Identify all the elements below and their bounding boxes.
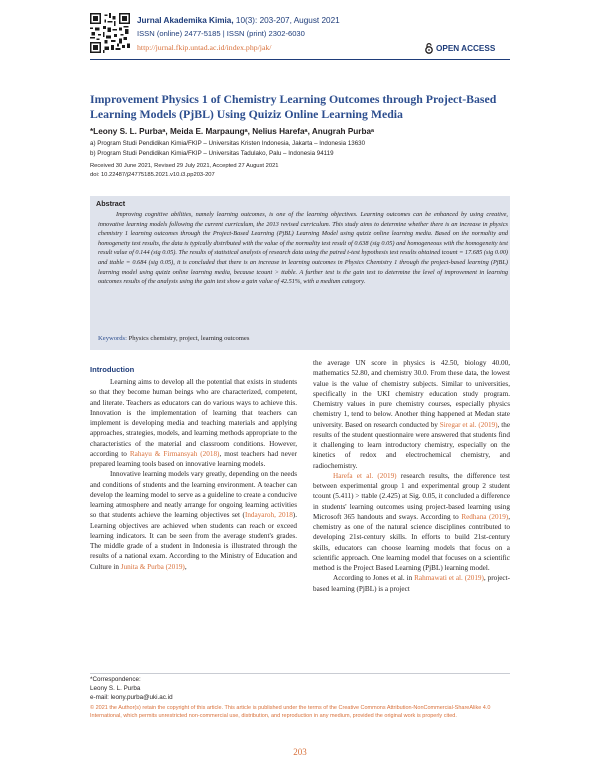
abstract-text: Improving cognitive abilities, namely learning outcomes, is one of the learning objectives. Learning outcomes can be enhanced by using creative, innovative learning models following the current curriculum, the 2013 revised curriculum. This study aims to determine whether there is an increase in physics chemistry 1 learning outcomes through the Project-Based Learning (PjBL) Learning Model using quiziz online learning media. Based on the normality and homogeneity test results, the data is typically distributed with the value of the normality test result of 0.638 (sig 0.05) and homogeneous with the homogeneity test result value of 0.144 (sig 0.05). The results of statistical analysis of research data using the paired t-test hypothesis test results obtained tcount = 17.685 (sig 0.00) and ttable = 0.684 (sig 0.05), it is concluded that there is an increase in learning outcomes in Physics Chemistry 1 through the project-based learning (PjBL) learning model using quiziz online learning media, because tcount > ttable. A further test is the gain test to determine the level of improvement in learning outcomes results of the analysis using the gain test show a gain value of 42.51%, with a medium category. [98, 211, 508, 286]
introduction-heading: Introduction [90, 365, 135, 374]
citation-link[interactable]: Indayaroh, 2018 [244, 511, 293, 520]
article-dates: Received 30 June 2021, Revised 29 July 2021, Accepted 27 August 2021 [90, 163, 279, 169]
paragraph-text: , project-based learning (PjBL) is a project [313, 574, 510, 593]
page-number: 203 [293, 747, 307, 757]
citation-link[interactable]: Rahmawati et al. (2019) [414, 574, 484, 583]
journal-name: Jurnal Akademika Kimia, [137, 16, 234, 25]
paragraph [90, 469, 297, 572]
paragraph [313, 471, 510, 574]
author-list: *Leony S. L. Purbaᵃ, Meida E. Marpaungᵃ, Nelius Harefaᵃ, Anugrah Purbaᵃ [90, 127, 375, 136]
correspondence-name: Leony S. L. Purba [90, 685, 141, 692]
keywords-line [98, 335, 249, 342]
header-divider [90, 59, 510, 60]
paragraph-text: , chemistry as one of the natural science disciplines contributed to developing 21st-century skills. In efforts to build 21st-century skills, educators can choose learning models that focus on a scientific approach. One learning model that focuses on a scientific method is the Project Based Learning (PjBL) learning model. [313, 512, 510, 572]
article-title: Improvement Physics 1 of Chemistry Learning Outcomes through Project-Based Learning Models (PjBL) Using Quiziz Online Learning Media [90, 92, 497, 121]
issn-line: ISSN (online) 2477-5185 | ISSN (print) 2302-6030 [137, 29, 305, 38]
correspondence-email[interactable]: e-mail: leony.purba@uki.ac.id [90, 694, 173, 701]
citation-link[interactable]: Siregar et al. (2019) [439, 420, 498, 429]
open-access-badge [425, 43, 495, 54]
paragraph-text: According to Jones et al. in [333, 574, 415, 583]
affiliation-a: a) Program Studi Pendidikan Kimia/FKIP – Universitas Kristen Indonesia, Jakarta – Indonesia 13630 [90, 140, 366, 147]
paragraph [313, 573, 510, 594]
paragraph-text: , most teachers had never prepared learning tools based on innovative learning models. [90, 449, 297, 468]
abstract-heading: Abstract [96, 199, 126, 208]
open-access-label: OPEN ACCESS [436, 44, 496, 53]
paragraph [313, 358, 510, 471]
qr-code [90, 13, 130, 53]
body-column-right [313, 358, 510, 594]
license-notice: © 2021 the Author(s) retain the copyright of this article. This article is published under the terms of the Creative Commons Attribution-NonCommercial-ShareAlike 4.0 International, which permits unrestricted non-commercial use, distribution, and reproduction in any medium, provided the original work is properly cited. [90, 705, 491, 720]
body-column-left [90, 377, 297, 572]
paragraph-text: , [184, 562, 187, 571]
open-access-lock-icon [425, 43, 433, 54]
paragraph-text: , the results of the student questionnaire were answered that students find it challenging to learn introductory chemistry, especially on the kinetics of redox and electrochemical chemistry, and radiochemistry. [313, 420, 511, 470]
paragraph [90, 377, 297, 469]
paragraph-text: Innovative learning models vary greatly, depending on the needs and conditions of students and the learning environment. A teacher can develop the learning model to serve as a guideline to create a conducive learning atmosphere and neatly arrange for ongoing learning activities so that students achieve the learning objectives set ( [90, 470, 297, 520]
correspondence-label: *Correspondence: [90, 676, 141, 683]
keywords-label: Keywords: [98, 335, 127, 342]
article-doi-link[interactable]: doi: 10.22487/j24775185.2021.v10.i3.pp203-207 [90, 172, 215, 178]
paragraph-text: the average UN score in physics is 42.50, biology 40.00, mathematics 52.80, and chemistry 30.0. From these data, the lowest value is the value of chemistry subjects. Similar to universities, specifically in the UKI chemistry education study program. Chemistry values in pure chemistry courses, especially physics chemistry 1, tend to below. Another thing happened at Medan state university. Based on research conducted by [313, 359, 510, 429]
paragraph-text: Learning aims to develop all the potential that exists in students so that they become human beings who are characterized, competent, and literate. Teachers as educators can do various ways to achieve this. Innovation is the implementation of learning that teachers can implement is developing media and teaching materials and applying approaches, strategies, models, and learning methods appropriate to the characteristics of the material and classroom conditions. However, according to [90, 378, 297, 458]
paragraph-text: ). Learning objectives are achieved when students can reach or exceed learning indicators. It can be seen from the average student's grades. The middle grade of a student in Indonesia is illustrated through the results of a national exam. According to the Ministry of Education and Culture in [90, 511, 297, 571]
affiliation-b: b) Program Studi Pendidikan Kimia/FKIP – Universitas Tadulako, Palu – Indonesia 94119 [90, 150, 334, 157]
journal-url-link[interactable]: http://jurnal.fkip.untad.ac.id/index.php/jak/ [137, 43, 272, 52]
citation-link[interactable]: Junita & Purba (2019) [120, 562, 185, 571]
paragraph-text: research results, the difference test between experimental group 1 and experimental group 2 student tcount (5.411) > ttable (2.425) at Sig. 0.05, it concluded a difference in students' learning outcomes using project-based learning using Microsoft 365 handouts and sways. According to [313, 471, 510, 521]
footnote-divider [90, 673, 510, 674]
citation-link[interactable]: Harefa et al. (2019) [333, 471, 397, 480]
journal-citation [137, 16, 340, 25]
journal-issue: 10(3): 203-207, August 2021 [233, 16, 340, 25]
citation-link[interactable]: Rahayu & Firmansyah (2018) [129, 449, 220, 458]
keywords-values: Physics chemistry, project, learning outcomes [126, 335, 250, 342]
citation-link[interactable]: Redhana (2019) [461, 512, 509, 521]
